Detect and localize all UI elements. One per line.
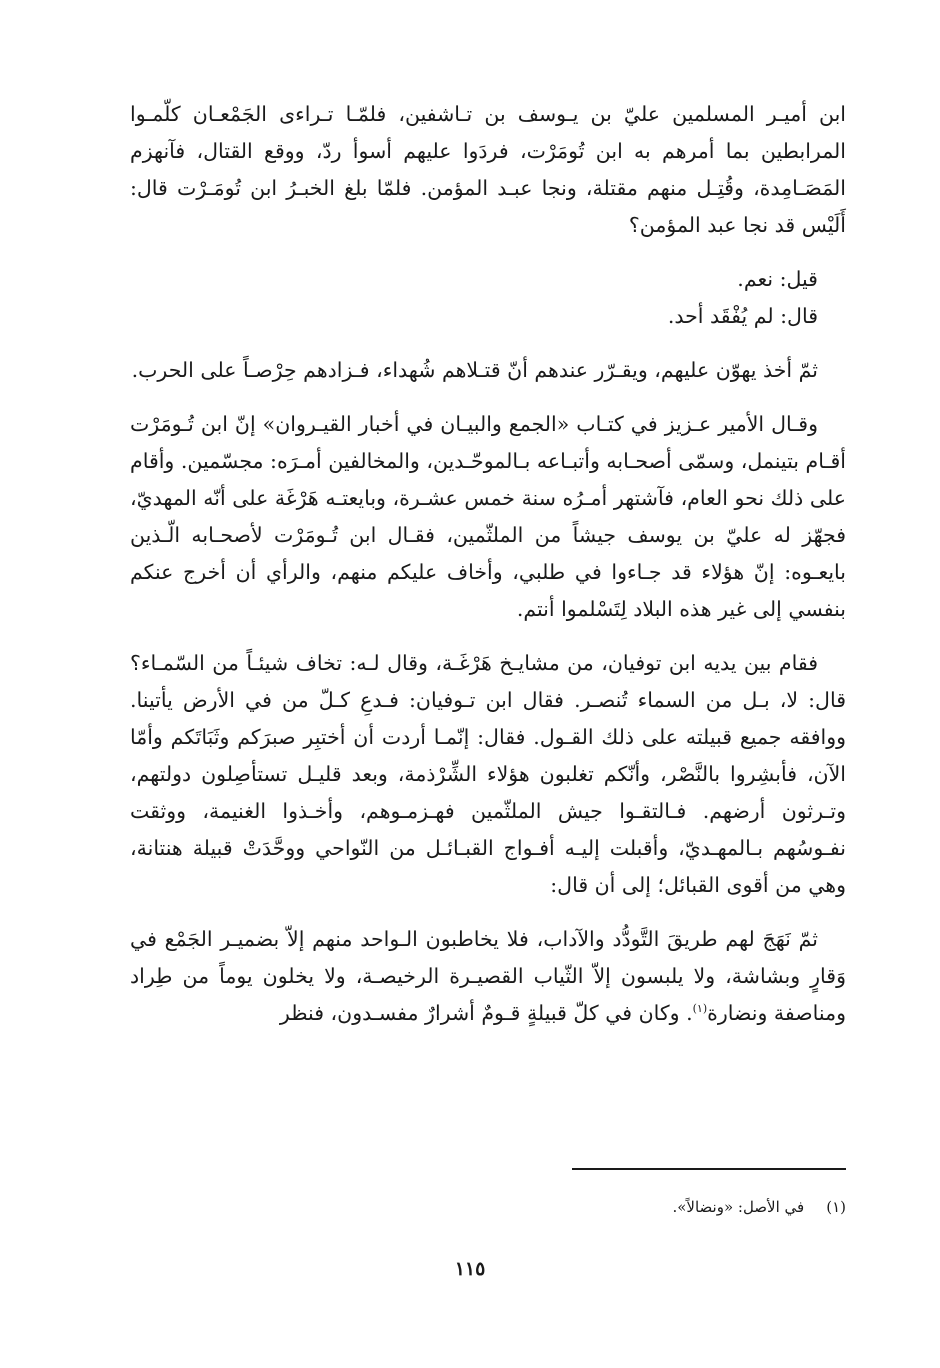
page-number: ١١٥ <box>454 1258 486 1280</box>
paragraph-3: ثمّ أخذ يهوّن عليهم، ويقـرّر عندهم أنّ قتـلاهم شُهداء، فـزادهم حِرْصـاً على الحرب. <box>131 358 818 382</box>
page-body <box>130 96 846 1049</box>
footnote-divider <box>572 1168 846 1170</box>
paragraph-5: فقام بين يديه ابن توفيان، من مشايـخ هَرْغَـة، وقال لـه: تخاف شيئـاً من السّمـاء؟ قال: لا، بـل من السماء تُنصـر. فقال ابن تـوفيان: فـدعِ كـلّ من في الأرض يأتينا. ووافقه جميع قبيلته على ذلك القـول. فقال: إنّمـا أردت أن أختبِر صبرَكم وثَبَاتَكم وأمّا الآن، فأبشِروا بالنَّصْر، وأنّكم تغلبون هؤلاء الشِّرْذمة، وبعد قليـل تستأصِلون دولتهم، وتـرثون أرضهم. فـالتقـوا جيش الملثّمين فهـزمـوهم، وأخـذوا الغنيمة، ووثقت نفـوسُهم بـالمهـديّ، وأقبلت إليـه أفـواج القبـائـل من النّواحي ووحَّدَتْ قبيلة هنتانة، وهي من أقوى القبائل؛ إلى أن قال: <box>130 651 846 897</box>
footnote-number: (١) <box>826 1198 846 1216</box>
paragraph-6 <box>130 921 846 1032</box>
paragraph-6-text-after: . وكان في كلّ قبيلةٍ قـومٌ أشرارٌ مفسـدون، فنظر <box>279 1001 693 1025</box>
paragraph-4: وقـال الأمير عـزيز في كتـاب «الجمع والبيـان في أخبار القيـروان» إنّ ابن تُـومَرْت أقـام بتينمل، وسمّى أصحـابه وأتبـاعه بـالموحّـدين، والمخالفين أمـرَه: مجسّمين. وأقام على ذلك نحو العام، فآشتهر أمـرُه سنة خمس عشـرة، وبايعتـه هَرْغَة على أنّه المهديّ، فجهّز له عليّ بن يوسف جيشاً من الملثّمين، فقـال ابن تُـومَرْت لأصحـابه الّـذين بايعـوه: إنّ هؤلاء قد جـاءوا في طلبي، وأخاف عليكم منهم، والرأي أن أخرج عنكم بنفسي إلى غير هذه البلاد لِتَسْلموا أنتم. <box>130 412 846 621</box>
footnote <box>130 1194 846 1220</box>
dialogue-lines <box>130 261 846 335</box>
footnote-reference[interactable]: (١) <box>692 1002 708 1016</box>
paragraph-6-text-before: ثمّ نَهَجَ لهم طريقَ التَّودُّد والآداب، فلا يخاطبون الـواحد منهم إلاّ بضميـر الجَمْع في وَقارٍ وبشاشة، ولا يلبسون إلاّ الثّياب القصيـرة الرخيصـة، ولا يخلون يوماً من طِراد ومناصفة ونضارة <box>130 927 846 1025</box>
dialogue-line-2: قال: لم يُفْقَد أحد. <box>667 304 818 328</box>
footnote-text: في الأصل: «ونضالاً». <box>672 1198 805 1216</box>
paragraph-1: ابن أميـر المسلمين عليّ بن يـوسف بن تـاشفين، فلمّـا تـراءى الجَمْعـان كلّمـوا المرابطين بما أمرهم به ابن تُومَرْت، فردَوا عليهم أسوأ ردّ، ووقع القتال، فآنهزم المَصَـامِدة، وقُتِـل منهم مقتلة، ونجا عبـد المؤمن. فلمّا بلغ الخبـرُ ابن تُومَـرْت قال: أَلَيْس قد نجا عبد المؤمن؟ <box>130 102 847 237</box>
dialogue-line-1: قيل: نعم. <box>737 267 818 291</box>
